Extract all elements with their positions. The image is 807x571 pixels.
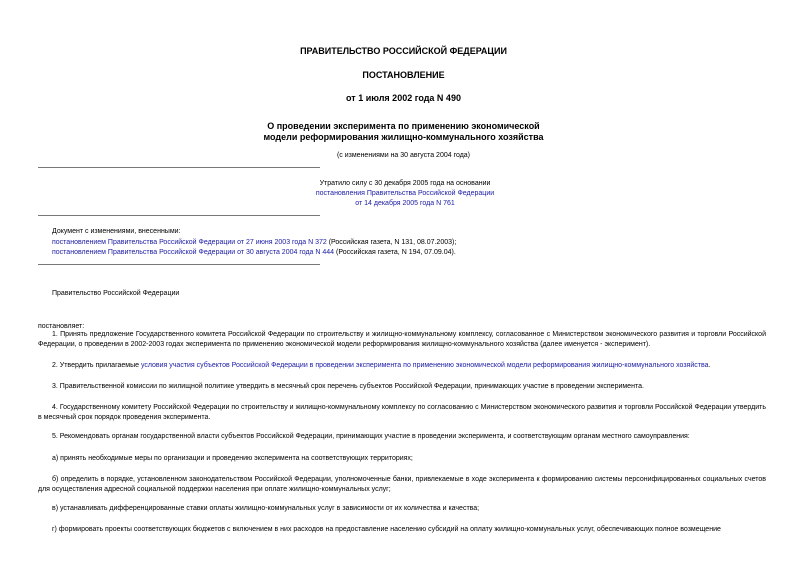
amendment-item [52,248,456,258]
title-line-1: О проведении эксперимента по применению экономической [267,121,540,131]
title-line-2: модели реформирования жилищно-коммунального хозяйства [263,132,544,142]
separator-line [38,264,320,265]
amendment-note: (с изменениями на 30 августа 2004 года) [336,152,471,159]
date-number-heading: от 1 июля 2002 года N 490 [346,93,461,103]
validity-link-line-1[interactable]: постановления Правительства Российской Федерации [315,190,495,197]
paragraph-4: 4. Государственному комитету Российской Федерации по строительству и жилищно-коммунальному комплексу по согласованию с Министерством экономического развития и торговли Российской Федерации утвердить в месячный срок порядок проведения эксперимента. [38,404,766,421]
separator-line [38,167,320,168]
paragraph-5b: б) определить в порядке, установленном законодательством Российской Федерации, уполномоченные банки, привлекаемые в ходе эксперимента к формированию системы персонифицированных социальных счетов для осуществления адресной социальной поддержки населения при оплате жилищно-коммунальных услуг; [38,476,766,493]
amendment-source: (Российская газета, N 131, 08.07.2003); [326,239,457,246]
conditions-link[interactable]: условия участия субъектов Российской Федерации в проведении эксперимента по применению экономической модели реформирования жилищно-коммунального хозяйства [140,362,709,369]
resolves-text: постановляет: [38,323,85,330]
amendments-heading: Документ с изменениями, внесенными: [52,228,181,235]
amendment-link[interactable]: постановлением Правительства Российской Федерации от 30 августа 2004 года N 444 [52,249,335,256]
issuer-text: Правительство Российской Федерации [52,290,180,297]
paragraph-5v: в) устанавливать дифференцированные ставки оплаты жилищно-коммунальных услуг в зависимости от их количества и качества; [52,505,480,512]
paragraph-2 [38,361,766,371]
paragraph-2-suffix: . [708,362,711,369]
government-heading: ПРАВИТЕЛЬСТВО РОССИЙСКОЙ ФЕДЕРАЦИИ [300,46,507,56]
validity-text: Утратило силу с 30 декабря 2005 года на основании [319,180,491,187]
amendment-item [52,238,456,248]
validity-block [260,179,550,209]
doc-type-heading: ПОСТАНОВЛЕНИЕ [362,70,445,80]
amendment-source: (Российская газета, N 194, 07.09.04). [334,249,456,256]
paragraph-5g: г) формировать проекты соответствующих бюджетов с включением в них расходов на предоставление населению субсидий на оплату жилищно-коммунальных услуг, обеспечивающих полное возмещение [52,526,721,533]
document-title [0,121,807,143]
paragraph-5: 5. Рекомендовать органам государственной власти субъектов Российской Федерации, принимающих участие в проведении эксперимента, и соответствующим органам местного самоуправления: [52,433,690,440]
paragraph-2-prefix: 2. Утвердить прилагаемые [52,362,141,369]
separator-line [38,215,320,216]
amendment-link[interactable]: постановлением Правительства Российской Федерации от 27 июня 2003 года N 372 [52,239,327,246]
validity-link-line-2[interactable]: от 14 декабря 2005 года N 761 [355,200,455,207]
paragraph-1: 1. Принять предложение Государственного комитета Российской Федерации по строительству и жилищно-коммунальному комплексу, согласованное с Министерством экономического развития и торговли Российской Федерации, о проведении в 2002-2003 годах эксперимента по применению экономической модели реформирования жилищно-коммунального хозяйства (далее именуется - эксперимент). [38,331,766,348]
paragraph-5a: а) принять необходимые меры по организации и проведению эксперимента на соответствующих территориях; [52,455,413,462]
paragraph-3: 3. Правительственной комиссии по жилищной политике утвердить в месячный срок перечень субъектов Российской Федерации, принимающих участие в проведении эксперимента. [52,383,644,390]
